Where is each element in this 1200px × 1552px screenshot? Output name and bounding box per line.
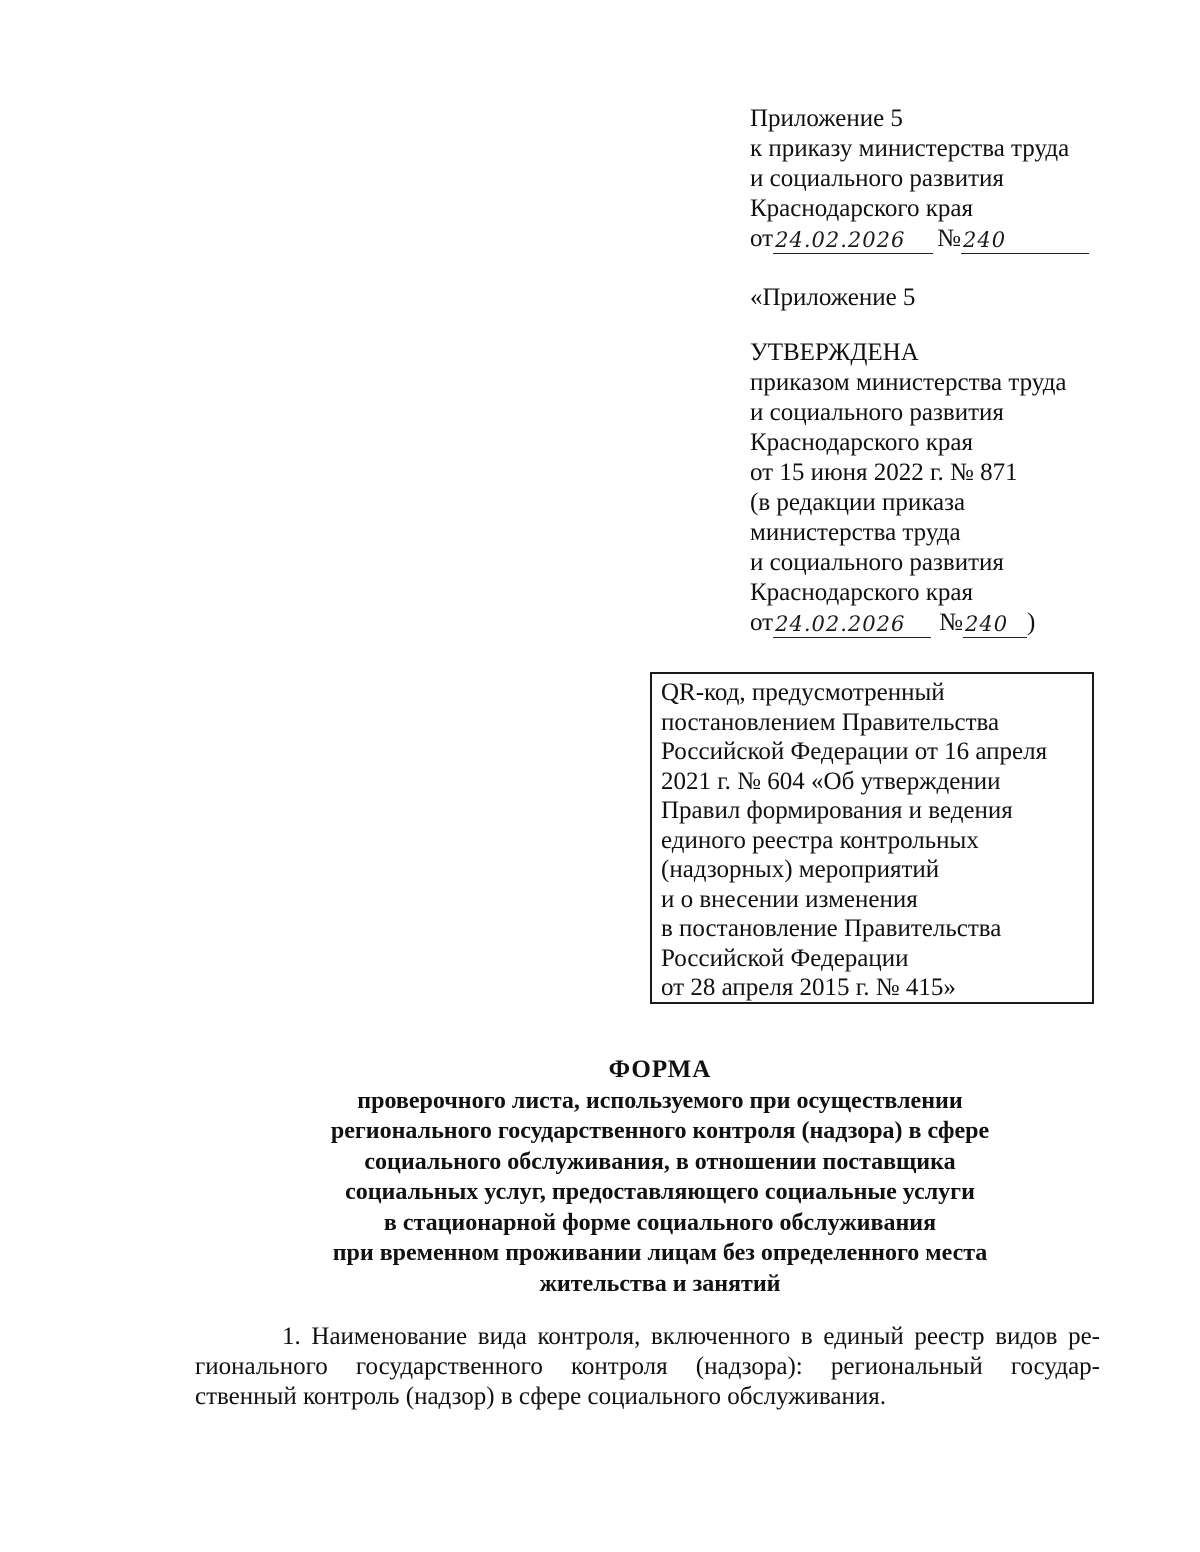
qr-box-line: QR-код, предусмотренный	[661, 679, 945, 706]
approval-line: министерства труда	[750, 519, 961, 546]
form-title-line: проверочного листа, используемого при осуществлении	[357, 1087, 963, 1114]
paragraph-line: 1. Наименование вида контроля, включенного в единый реестр видов ре-	[282, 1323, 1100, 1350]
paragraph-line: гионального государственного контроля (надзора): региональный государ-	[195, 1353, 1100, 1380]
date-prefix: от	[750, 225, 774, 252]
approval-line: и социального развития	[750, 399, 1004, 426]
approval-line: и социального развития	[750, 549, 1004, 576]
qr-box-line: единого реестра контрольных	[661, 826, 979, 854]
approval-block	[750, 283, 1110, 638]
qr-box-line: Российской Федерации от 16 апреля	[661, 738, 1048, 765]
qr-box-line: 2021 г. № 604 «Об утверждении	[661, 767, 1001, 795]
qr-box-line: постановлением Правительства	[661, 708, 1000, 736]
handwritten-number: 240	[961, 226, 1089, 254]
approval-line: Краснодарского края	[750, 579, 973, 606]
date-prefix: от	[750, 609, 774, 636]
approval-line: от 15 июня 2022 г. № 871	[750, 459, 1018, 486]
number-prefix: №	[939, 609, 963, 636]
approval-line: (в редакции приказа	[750, 489, 966, 516]
appendix-line: и социального развития	[750, 165, 1004, 192]
handwritten-date: 24.02.2026	[773, 226, 933, 254]
section-1-paragraph	[195, 1322, 1100, 1412]
closing-paren: )	[1026, 609, 1036, 636]
handwritten-number: 240	[963, 610, 1027, 638]
appendix-line: Приложение 5	[750, 105, 903, 132]
handwritten-date: 24.02.2026	[773, 610, 931, 638]
approval-date-row	[750, 608, 1110, 638]
qr-box-line: от 28 апреля 2015 г. № 415»	[661, 974, 956, 1001]
appendix-line: к приказу министерства труда	[750, 135, 1070, 162]
form-title-main: ФОРМА	[608, 1056, 712, 1083]
approval-line: приказом министерства труда	[750, 369, 1067, 396]
qr-box-line: (надзорных) мероприятий	[661, 856, 940, 883]
qr-code-placeholder-box	[650, 672, 1094, 1004]
appendix-line: Краснодарского края	[750, 195, 973, 222]
qr-box-line: Российской Федерации	[661, 944, 909, 972]
form-title-line: жительства и занятий	[539, 1270, 781, 1297]
appendix-header	[750, 104, 1100, 254]
number-prefix: №	[937, 225, 961, 252]
form-title-line: при временном проживании лицам без определенного места	[332, 1240, 988, 1266]
form-title-line: в стационарной форме социального обслуживания	[383, 1209, 937, 1236]
form-title-line: регионального государственного контроля (надзора) в сфере	[330, 1118, 990, 1144]
approval-line: УТВЕРЖДЕНА	[750, 339, 919, 366]
appendix-date-row	[750, 224, 1100, 254]
approval-opening: «Приложение 5	[750, 284, 916, 311]
approval-line: Краснодарского края	[750, 429, 973, 456]
form-title-line: социальных услуг, предоставляющего социальные услуги	[345, 1179, 975, 1205]
paragraph-line: ственный контроль (надзор) в сфере социального обслуживания.	[195, 1383, 886, 1410]
form-title	[250, 1055, 1070, 1299]
qr-box-line: в постановление Правительства	[661, 915, 1002, 942]
form-title-line: социального обслуживания, в отношении поставщика	[364, 1148, 956, 1175]
qr-box-line: и о внесении изменения	[661, 885, 918, 913]
qr-box-line: Правил формирования и ведения	[661, 797, 1013, 824]
